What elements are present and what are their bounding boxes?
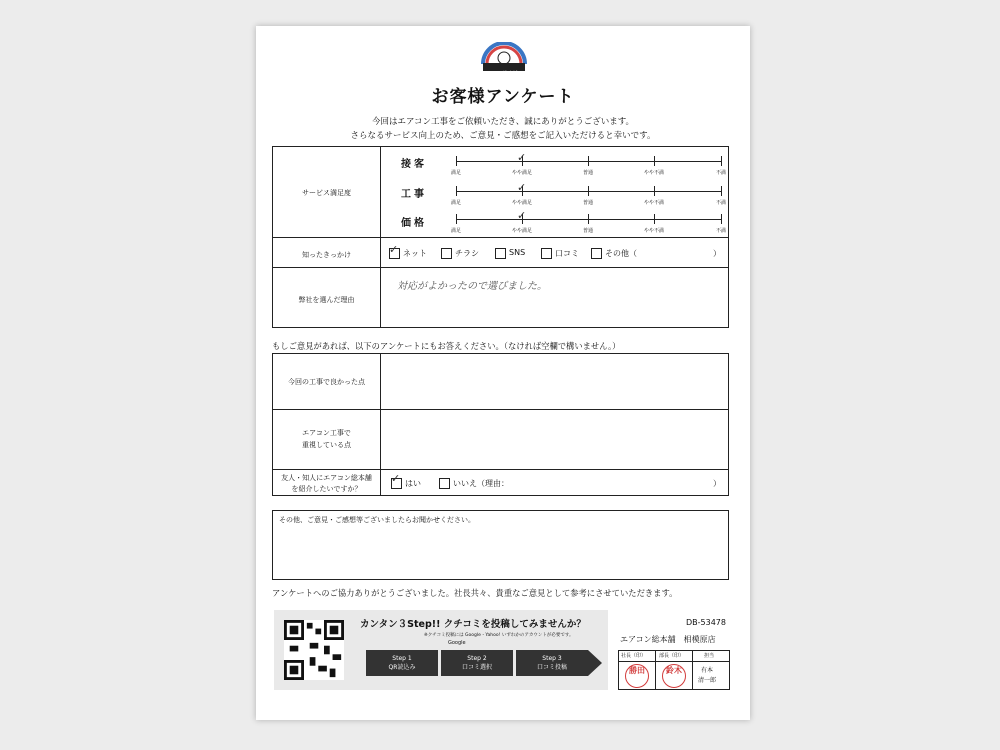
- president-seal: 勝田: [625, 664, 649, 688]
- review-banner: [274, 610, 608, 690]
- satisfaction-row-work-label: 工事: [401, 189, 427, 200]
- check-mark-icon: ✓: [517, 209, 527, 222]
- document-id: DB-53478: [686, 618, 726, 627]
- checkbox-recommend-no[interactable]: [439, 478, 450, 489]
- store-name: エアコン総本舗 相模原店: [620, 635, 716, 644]
- banner-title: カンタン３Step!! クチコミを投稿してみませんか？: [360, 619, 586, 630]
- checkbox-flyer[interactable]: [441, 248, 452, 259]
- check-mark-icon: ✓: [517, 151, 527, 164]
- optional-survey-table: [272, 353, 729, 496]
- page-title: お客様アンケート: [431, 87, 575, 107]
- reason-handwritten-answer[interactable]: 対応がよかったので選びました。: [397, 281, 547, 292]
- checkbox-word-of-mouth[interactable]: [541, 248, 552, 259]
- check-mark-icon: ✓: [517, 181, 527, 194]
- option-recommend-yes: はい: [405, 479, 421, 488]
- checkbox-other[interactable]: [591, 248, 602, 259]
- option-other-close: ）: [713, 249, 721, 258]
- option-flyer: チラシ: [455, 249, 479, 258]
- main-survey-table: [272, 146, 729, 328]
- optional-intro: もしご意見があれば、以下のアンケートにもお答えください。（なければ空欄で構いません。）: [272, 341, 621, 351]
- manager-seal: 鈴木: [662, 664, 686, 688]
- important-point-label-1: エアコン工事で: [302, 429, 351, 437]
- survey-sheet: [256, 26, 750, 720]
- stamp-header-staff: 担当: [704, 653, 715, 659]
- approval-stamps: [618, 650, 730, 690]
- thanks-message: アンケートへのご協力ありがとうございました。社長共々、貴重なご意見として参考にさせていただきます。: [272, 588, 678, 598]
- option-other: その他（: [605, 249, 637, 258]
- option-recommend-no-close: ）: [713, 479, 721, 488]
- how-found-label: 知ったきっかけ: [302, 251, 351, 259]
- option-recommend-no: いいえ（理由：: [453, 479, 509, 488]
- check-mark-icon: ✓: [391, 472, 401, 485]
- banner-note: ※クチコミ投稿には Google・Yahoo! いずれかのアカウントが必要です。: [424, 633, 574, 638]
- step-1-arrow: Step 1 QR読込み: [366, 650, 438, 676]
- good-point-label: 今回の工事で良かった点: [288, 378, 365, 386]
- logo-text: エアコン総本舗: [483, 71, 518, 77]
- recommend-label-1: 友人・知人にエアコン総本舗: [281, 474, 372, 482]
- arrow-head-icon: [588, 650, 602, 676]
- company-logo: [477, 42, 531, 72]
- important-point-label-2: 重視している点: [302, 441, 351, 449]
- check-mark-icon: ✓: [389, 243, 399, 256]
- satisfaction-scale-price[interactable]: 満足 やや満足 普通 やや不満 不満 ✓: [450, 209, 727, 234]
- option-sns: SNS: [509, 248, 526, 257]
- recommend-label-2: を紹介したいですか？: [291, 485, 362, 493]
- staff-name-2: 清一郎: [698, 677, 717, 684]
- staff-name-1: 有本: [701, 667, 714, 674]
- step-2-arrow: Step 2 口コミ選択: [441, 650, 513, 676]
- satisfaction-label: サービス満足度: [302, 189, 351, 197]
- checkbox-sns[interactable]: [495, 248, 506, 259]
- stamp-header-manager: 部長（印）: [659, 653, 685, 659]
- intro-line-2: さらなるサービス向上のため、ご意見・ご感想をご記入いただけると幸いです。: [350, 131, 656, 141]
- reason-label: 弊社を選んだ理由: [298, 296, 355, 304]
- qr-code-icon[interactable]: [284, 620, 344, 680]
- satisfaction-row-service-label: 接客: [401, 159, 427, 170]
- step-3-arrow: Step 3 口コミ投稿: [516, 650, 588, 676]
- other-comments-label: その他、ご意見・ご感想等ございましたらお聞かせください。: [279, 516, 475, 524]
- stamp-header-president: 社長（印）: [621, 653, 647, 659]
- google-label: Google: [448, 640, 466, 646]
- option-net: ネット: [403, 249, 427, 258]
- satisfaction-scale-service[interactable]: 満足 やや満足 普通 やや不満 不満 ✓: [450, 151, 727, 176]
- other-comments-box[interactable]: [272, 510, 729, 580]
- option-word-of-mouth: 口コミ: [555, 249, 579, 258]
- satisfaction-row-price-label: 価格: [401, 218, 427, 229]
- satisfaction-scale-work[interactable]: 満足 やや満足 普通 やや不満 不満 ✓: [450, 181, 727, 206]
- intro-line-1: 今回はエアコン工事をご依頼いただき、誠にありがとうございます。: [371, 117, 635, 127]
